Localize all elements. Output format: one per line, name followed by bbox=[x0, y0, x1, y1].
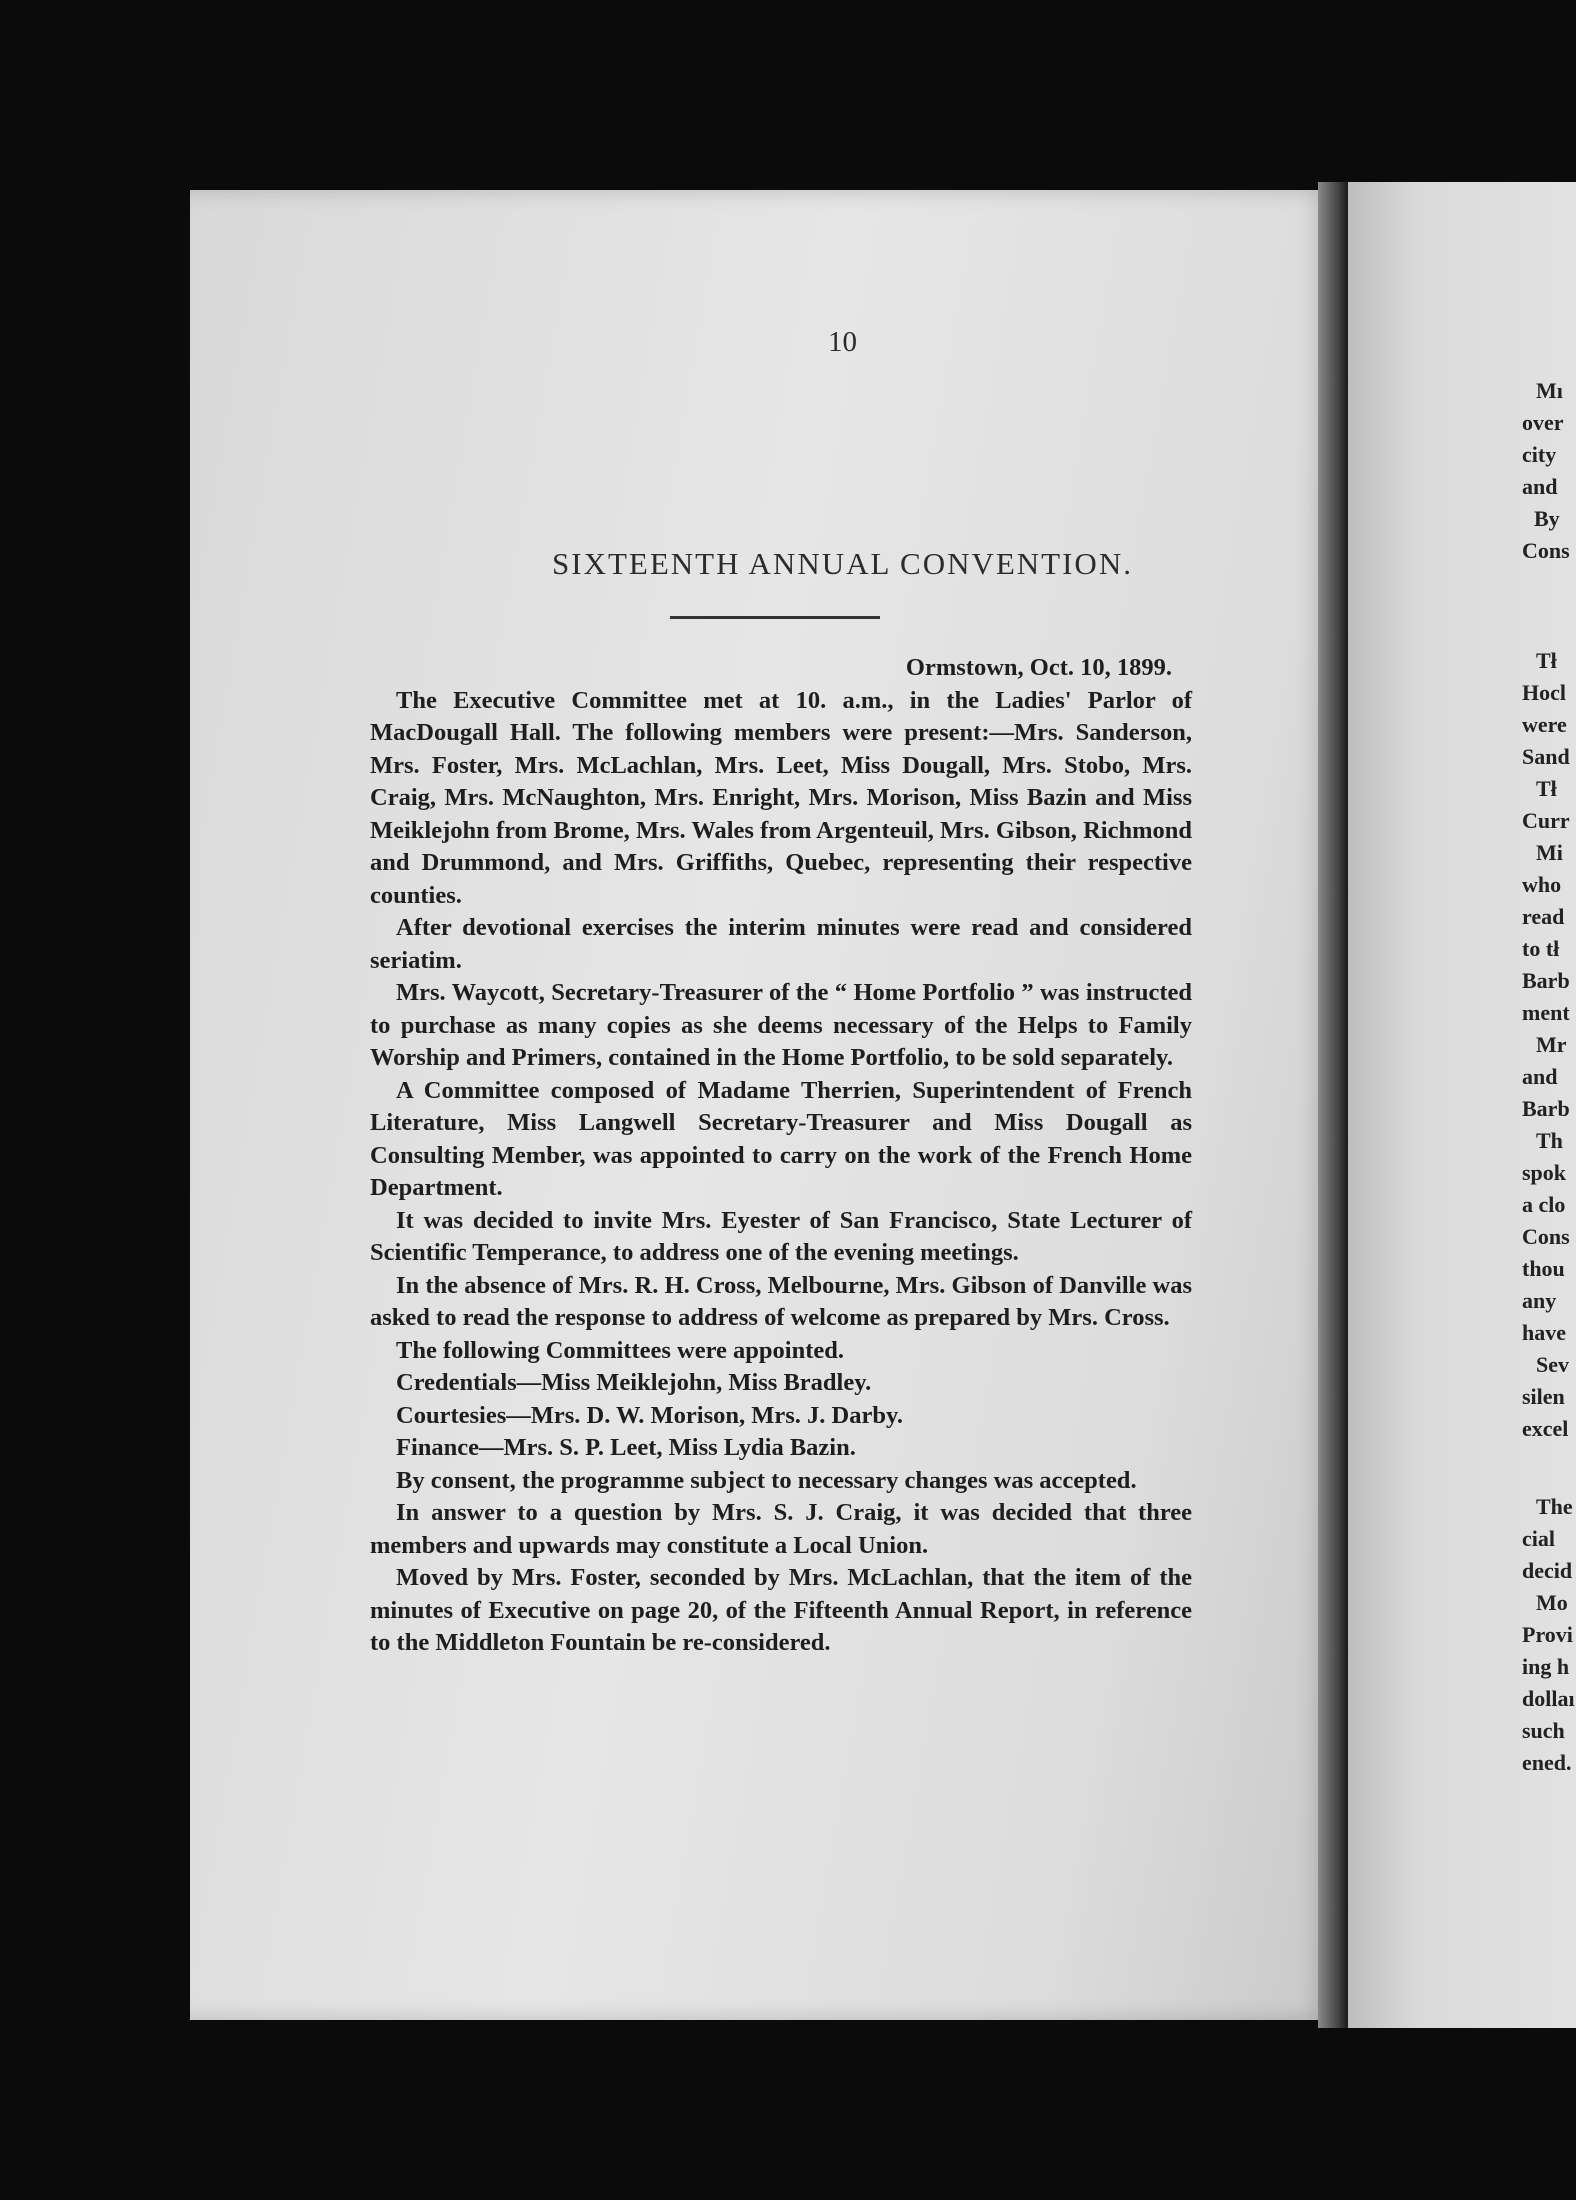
facing-fragment: Cons bbox=[1522, 1224, 1570, 1249]
facing-fragment: Mı bbox=[1536, 378, 1563, 403]
page-number: 10 bbox=[828, 326, 857, 358]
facing-fragment: decid bbox=[1522, 1558, 1573, 1583]
facing-fragment: read bbox=[1522, 904, 1565, 929]
facing-fragment: any bbox=[1522, 1288, 1557, 1313]
facing-fragment: Hocl bbox=[1522, 680, 1566, 705]
facing-page bbox=[1348, 182, 1576, 2028]
paragraph: In answer to a question by Mrs. S. J. Craig, it was decided that three members and upwards may constitute a Local Union. bbox=[370, 1499, 1192, 1559]
paragraph: By consent, the programme subject to necessary changes was accepted. bbox=[396, 1466, 1137, 1494]
page-title: SIXTEENTH ANNUAL CONVENTION. bbox=[552, 546, 1133, 581]
facing-fragment: Curr bbox=[1522, 808, 1570, 833]
paragraph: It was decided to invite Mrs. Eyester of San Francisco, State Lecturer of Scientific Temperance, to address one of the evening meetings. bbox=[370, 1206, 1192, 1266]
facing-fragment: By bbox=[1534, 506, 1560, 531]
facing-fragment: Barb bbox=[1522, 968, 1570, 993]
facing-fragment: Tł bbox=[1536, 648, 1557, 673]
facing-fragment: and bbox=[1522, 474, 1558, 499]
facing-fragment: Tł bbox=[1536, 776, 1557, 801]
facing-fragment: thou bbox=[1522, 1256, 1565, 1281]
facing-fragment: have bbox=[1522, 1320, 1566, 1345]
facing-fragment: silen bbox=[1522, 1384, 1565, 1409]
paragraph: A Committee composed of Madame Therrien, Superintendent of French Literature, Miss Langwell Secretary-Treasurer and Miss Dougall as Consulting Member, was appointed to carry on the work of the French Home Department. bbox=[370, 1076, 1192, 1201]
facing-fragment: Mr bbox=[1536, 1032, 1567, 1057]
facing-fragment: excel bbox=[1522, 1416, 1569, 1441]
facing-fragment: Cons bbox=[1522, 538, 1570, 563]
facing-fragment: Sand bbox=[1522, 744, 1570, 769]
facing-fragment: ened. bbox=[1522, 1750, 1572, 1775]
facing-fragment: spok bbox=[1522, 1160, 1567, 1185]
committee-courtesies: Courtesies—Mrs. D. W. Morison, Mrs. J. Darby. bbox=[396, 1401, 903, 1429]
body-text bbox=[370, 652, 1192, 1660]
facing-fragment: Mo bbox=[1536, 1590, 1568, 1615]
facing-fragment: who bbox=[1522, 872, 1562, 897]
paragraph: Mrs. Waycott, Secretary-Treasurer of the “ Home Portfolio ” was instructed to purchase as many copies as she deems necessary of the Helps to Family Worship and Primers, contained in the Home Portfolio, to be sold separately. bbox=[370, 979, 1192, 1071]
book-gutter bbox=[1318, 182, 1348, 2028]
facing-fragment: dollaı bbox=[1522, 1686, 1575, 1711]
paragraph: In the absence of Mrs. R. H. Cross, Melbourne, Mrs. Gibson of Danville was asked to read the response to address of welcome as prepared by Mrs. Cross. bbox=[370, 1271, 1192, 1331]
paragraph: The Executive Committee met at 10. a.m., in the Ladies' Parlor of MacDougall Hall. The following members were present:—Mrs. Sanderson, Mrs. Foster, Mrs. McLachlan, Mrs. Leet, Miss Dougall, Mrs. Stobo, Mrs. Craig, Mrs. McNaughton, Mrs. Enright, Mrs. Morison, Miss Bazin and Miss Meiklejohn from Brome, Mrs. Wales from Argenteuil, Mrs. Gibson, Richmond and Drummond, and Mrs. Griffiths, Quebec, representing their respective counties. bbox=[370, 686, 1192, 909]
paragraph: Moved by Mrs. Foster, seconded by Mrs. McLachlan, that the item of the minutes of Executive on page 20, of the Fifteenth Annual Report, in reference to the Middleton Fountain be re-considered. bbox=[370, 1564, 1192, 1656]
facing-fragment: to tł bbox=[1522, 936, 1560, 961]
paragraph: The following Committees were appointed. bbox=[396, 1336, 844, 1364]
committee-credentials: Credentials—Miss Meiklejohn, Miss Bradley. bbox=[396, 1369, 872, 1396]
facing-fragment: Barb bbox=[1522, 1096, 1570, 1121]
facing-fragment: Provi bbox=[1522, 1622, 1573, 1647]
facing-fragment: over bbox=[1522, 410, 1564, 435]
facing-fragment: and bbox=[1522, 1064, 1558, 1089]
facing-fragment: Sev bbox=[1536, 1352, 1569, 1377]
facing-fragment: ment bbox=[1522, 1000, 1570, 1025]
paragraph: After devotional exercises the interim minutes were read and considered seriatim. bbox=[370, 914, 1192, 974]
facing-fragment: city bbox=[1522, 442, 1557, 467]
facing-fragment: Mi bbox=[1536, 840, 1563, 865]
title-rule bbox=[670, 616, 880, 619]
facing-fragment: were bbox=[1522, 712, 1567, 737]
left-page bbox=[190, 190, 1335, 2020]
facing-fragment: ing h bbox=[1522, 1654, 1570, 1679]
facing-fragment: Th bbox=[1536, 1128, 1563, 1153]
facing-fragment: The bbox=[1536, 1494, 1573, 1519]
committee-finance: Finance—Mrs. S. P. Leet, Miss Lydia Bazin. bbox=[396, 1434, 856, 1461]
dateline: Ormstown, Oct. 10, 1899. bbox=[905, 654, 1172, 681]
facing-fragment: a clo bbox=[1522, 1192, 1566, 1217]
facing-fragment: cial bbox=[1522, 1526, 1555, 1551]
facing-fragment: such bbox=[1522, 1718, 1565, 1743]
